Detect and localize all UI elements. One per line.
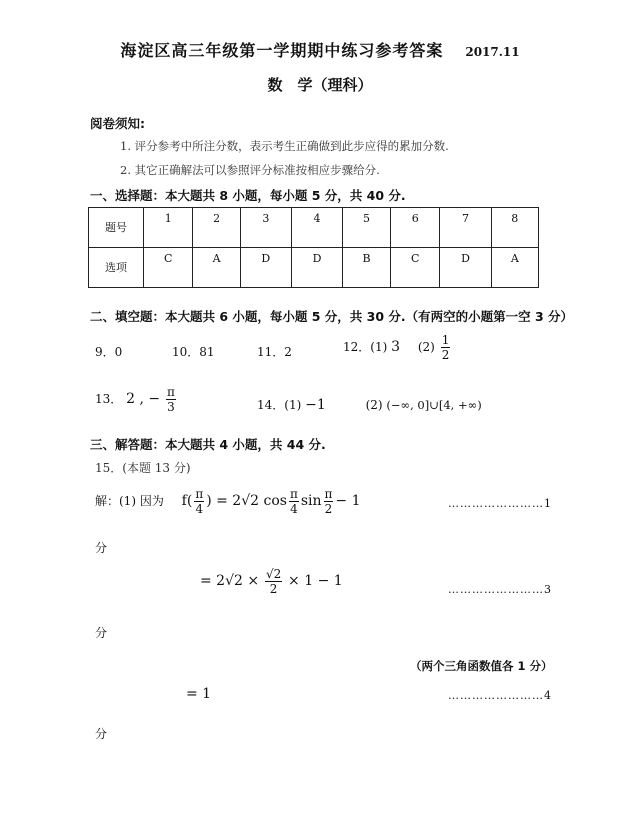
step2-fraction <box>265 568 282 595</box>
step1-fraction-pi-4 <box>194 488 204 515</box>
notice-heading: 阅卷须知: <box>90 116 145 131</box>
step2-expr-b: × 1 − 1 <box>288 573 343 589</box>
section3-heading: 三、解答题：本大题共 4 小题，共 44 分. <box>90 437 326 452</box>
answer-12-value: 3 <box>391 339 401 355</box>
fraction-numerator: π <box>289 487 298 501</box>
answer-12 <box>343 334 452 361</box>
solution-step-2 <box>200 568 343 595</box>
table-cell: B <box>343 248 391 288</box>
fraction-numerator: π <box>166 385 175 399</box>
step1-expr-c: sin <box>300 493 322 509</box>
answer-14-interval: (−∞, 0]∪[4, +∞) <box>386 398 482 412</box>
answer-11: 11．2 <box>257 345 292 359</box>
answer-14-part2: (2) <box>365 398 383 412</box>
table-cell: 3 <box>240 208 291 248</box>
fraction-numerator: 1 <box>441 333 450 347</box>
answer-14 <box>257 396 482 413</box>
trig-scoring-note: （两个三角函数值各 1 分） <box>410 659 553 673</box>
table-cell: D <box>291 248 342 288</box>
solution-step-3: = 1 <box>186 686 212 702</box>
title-date: 2017.11 <box>465 45 520 59</box>
fraction-numerator: π <box>195 487 204 501</box>
question-15-title: 15．(本题 13 分) <box>95 461 191 475</box>
answer-10: 10．81 <box>172 345 215 359</box>
fraction-denominator: 2 <box>324 502 333 516</box>
fraction-denominator: 2 <box>441 348 450 362</box>
step2-score: ……………………3 <box>448 583 552 596</box>
fraction-denominator: 2 <box>269 582 278 596</box>
subject-title: 数 学（理科） <box>267 76 373 94</box>
section2-heading: 二、填空题：本大题共 6 小题，每小题 5 分，共 30 分.（有两空的小题第一空 3 分） <box>90 309 574 324</box>
answer-14-value: −1 <box>305 397 326 413</box>
fraction-numerator: √2 <box>265 567 282 581</box>
notice-item-1: 1. 评分参考中所注分数，表示考生正确做到此步应得的累加分数. <box>120 139 449 153</box>
score-unit: 分 <box>95 626 108 640</box>
answer-14-label: 14．(1) <box>257 398 302 412</box>
table-cell: 2 <box>193 208 240 248</box>
answer-12-label: 12．(1) <box>343 340 388 354</box>
fraction-denominator: 4 <box>290 502 298 516</box>
answer-13-fraction <box>166 386 176 413</box>
answer-12-part2: (2) <box>417 340 435 354</box>
answer-13-label: 13． <box>95 392 123 406</box>
table-cell: 4 <box>291 208 342 248</box>
step1-expr-a: f( <box>181 493 193 509</box>
answer-13-value: 2 , − <box>126 391 161 407</box>
table-cell: 1 <box>144 208 193 248</box>
step1-fraction-pi-4b <box>289 488 299 515</box>
table-cell: A <box>491 248 538 288</box>
table-cell: C <box>391 248 440 288</box>
step1-prefix: 解：(1) 因为 <box>95 494 164 508</box>
fraction-denominator: 3 <box>167 400 175 414</box>
table-cell: C <box>144 248 193 288</box>
page-title <box>0 38 640 61</box>
answer-9: 9．0 <box>95 345 123 359</box>
fraction-denominator: 4 <box>195 502 204 516</box>
score-unit: 分 <box>95 541 108 555</box>
table-cell: A <box>193 248 240 288</box>
step1-fraction-pi-2 <box>324 488 334 515</box>
fraction-numerator: π <box>324 487 333 501</box>
table-cell: 7 <box>440 208 491 248</box>
table-cell: 6 <box>391 208 440 248</box>
step1-score: ……………………1 <box>448 497 552 510</box>
step1-expr-b: ) = 2√2 cos <box>206 493 287 509</box>
answer-13 <box>95 386 178 413</box>
answer-12-fraction <box>441 334 451 361</box>
row-label-number: 题号 <box>89 208 144 248</box>
answer-table <box>88 207 539 288</box>
table-cell: 5 <box>343 208 391 248</box>
solution-step-1 <box>95 488 361 515</box>
row-label-option: 选项 <box>89 248 144 288</box>
score-unit: 分 <box>95 727 108 741</box>
step3-score: ……………………4 <box>448 689 552 702</box>
table-cell: 8 <box>491 208 538 248</box>
step1-expr-d: − 1 <box>335 493 361 509</box>
title-text: 海淀区高三年级第一学期期中练习参考答案 <box>120 41 444 60</box>
table-row-options <box>89 248 539 288</box>
table-row-numbers <box>89 208 539 248</box>
table-cell: D <box>240 248 291 288</box>
section1-heading: 一、选择题：本大题共 8 小题，每小题 5 分，共 40 分. <box>90 188 406 203</box>
table-cell: D <box>440 248 491 288</box>
notice-item-2: 2. 其它正确解法可以参照评分标准按相应步骤给分. <box>120 163 380 177</box>
step2-expr-a: = 2√2 × <box>200 573 260 589</box>
